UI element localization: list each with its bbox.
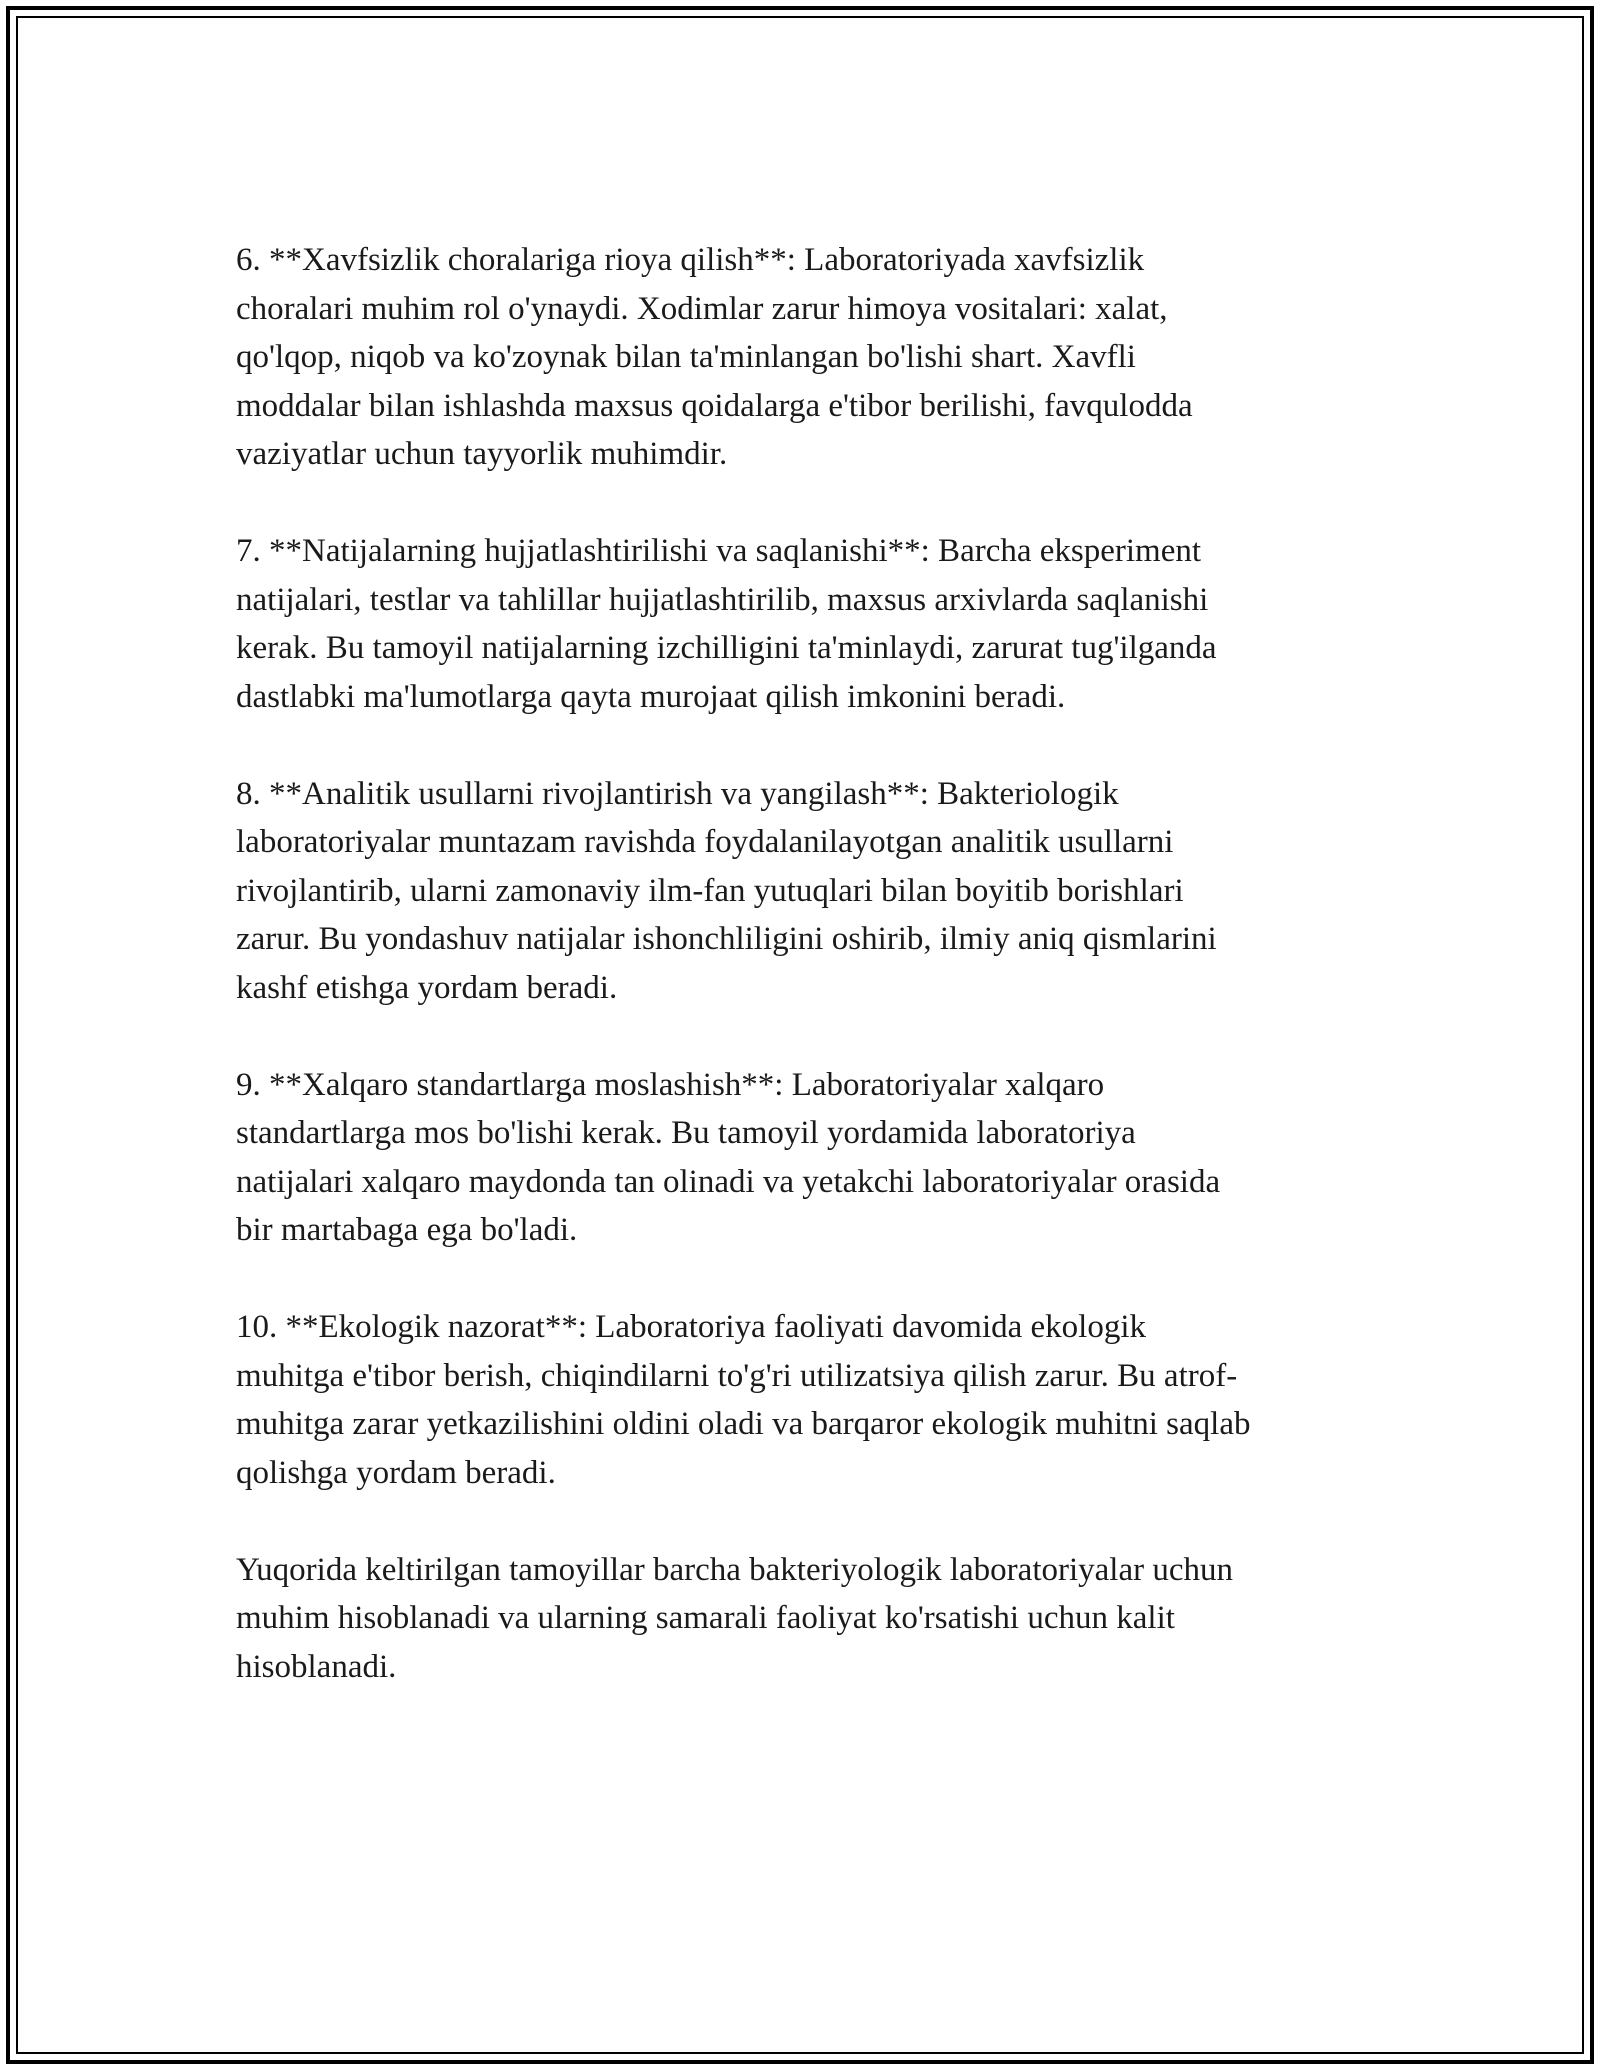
paragraph-analytic-methods: 8. **Analitik usullarni rivojlantirish va yangilash**: Bakteriologik laboratoriyalar muntazam ravishda foydalanilayotgan analitik usullarni rivojlantirib, ularni zamonaviy ilm-fan yutuqlari bilan boyitib borishlari zarur. Bu yondashuv natijalar ishonchliligini oshirib, ilmiy aniq qismlarini kashf etishga yordam beradi. — [236, 775, 1217, 1006]
document-body — [236, 236, 1376, 1740]
paragraph-documentation: 7. **Natijalarning hujjatlashtirilishi va saqlanishi**: Barcha eksperiment natijalari, testlar va tahlillar hujjatlashtirilib, maxsus arxivlarda saqlanishi kerak. Bu tamoyil natijalarning izchilligini ta'minlaydi, zarurat tug'ilganda dastlabki ma'lumotlarga qayta murojaat qilish imkonini beradi. — [236, 533, 1217, 715]
paragraph-ecological-control: 10. **Ekologik nazorat**: Laboratoriya faoliyati davomida ekologik muhitga e'tibor berish, chiqindilarni to'g'ri utilizatsiya qilish zarur. Bu atrof- muhitga zarar yetkazilishini oldini oladi va barqaror ekologik muhitni saqlab qolishga yordam beradi. — [236, 1309, 1251, 1491]
paragraph-international-standards: 9. **Xalqaro standartlarga moslashish**: Laboratoriyalar xalqaro standartlarga mos bo'lishi kerak. Bu tamoyil yordamida laboratoriya natijalari xalqaro maydonda tan olinadi va yetakchi laboratoriyalar orasida bir martabaga ega bo'ladi. — [236, 1066, 1221, 1248]
paragraph-safety: 6. **Xavfsizlik choralariga rioya qilish**: Laboratoriyada xavfsizlik choralari muhim rol o'ynaydi. Xodimlar zarur himoya vositalari: xalat, qo'lqop, niqob va ko'zoynak bilan ta'minlangan bo'lishi shart. Xavfli moddalar bilan ishlashda maxsus qoidalarga e'tibor berilishi, favqulodda vaziyatlar uchun tayyorlik muhimdir. — [236, 242, 1193, 472]
paragraph-conclusion: Yuqorida keltirilgan tamoyillar barcha bakteriyologik laboratoriyalar uchun muhim hisoblanadi va ularning samarali faoliyat ko'rsatishi uchun kalit hisoblanadi. — [236, 1551, 1233, 1685]
